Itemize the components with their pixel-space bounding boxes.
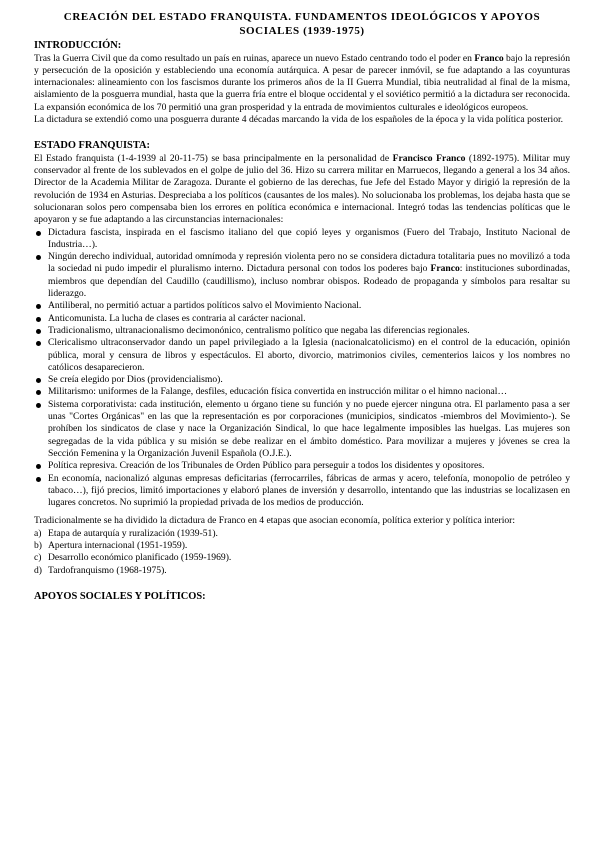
estado-heading: ESTADO FRANQUISTA: (34, 140, 150, 152)
list-item: Política represiva. Creación de los Tribunales de Orden Público para perseguir a todos los disidentes y opositores. (34, 460, 570, 472)
stage-item: b) Apertura internacional (1951-1959). (34, 539, 188, 551)
list-item: Sistema corporativista: cada institución, elemento u órgano tiene su función y no puede ejercer ninguna otra. El parlamento pasa a ser unas "Cortes Orgánicas" en las que la representación es por corporaciones (municipios, sindicatos -miembros del Movimiento-). Se prohíben los sindicatos de clase y nace la Organización Sindical, lo que hace legalmente imposibles las huelgas. Las mujeres son segregadas de la vida pública y su misión se debe realizar en el ámbito doméstico. Para movilizar a mujeres y jóvenes se crea la Sección Femenina y la Organización Juvenil Española (O.J.E.). (34, 399, 570, 460)
characteristics-list (34, 227, 570, 510)
apoyos-heading: APOYOS SOCIALES Y POLÍTICOS: (34, 590, 206, 602)
intro-paragraph-2: La dictadura se extendió como una posguerra durante 4 décadas marcando la vida de los españoles de la época y la vida política posterior. (34, 113, 564, 125)
list-item: Antiliberal, no permitió actuar a partidos políticos salvo el Movimiento Nacional. (34, 300, 570, 312)
intro-heading: INTRODUCCIÓN: (34, 40, 122, 51)
list-item: Tradicionalismo, ultranacionalismo decimonónico, centralismo político que negaba las diferencias regionales. (34, 325, 570, 337)
stage-item: a) Etapa de autarquía y ruralización (1939-51). (34, 527, 218, 539)
stage-item: d) Tardofranquismo (1968-1975). (34, 564, 167, 576)
document-title (34, 10, 570, 38)
stages-list (34, 528, 570, 577)
stages-intro-paragraph: Tradicionalmente se ha dividido la dictadura de Franco en 4 etapas que asocian economía, política exterior y política interior: (34, 515, 516, 527)
list-item: Clericalismo ultraconservador dando un papel privilegiado a la Iglesia (nacionalcatolicismo) en el control de la educación, opinión pública, moral y censura de libros y espectáculos. El aborto, divorcio, matrimonios civiles, cementerios laicos y los nombres no católicos desaparecieron. (34, 337, 570, 374)
list-item: Se creía elegido por Dios (providencialismo). (34, 374, 570, 386)
title-line-2: SOCIALES (1939-1975) (239, 25, 365, 37)
list-item: Anticomunista. La lucha de clases es contraria al carácter nacional. (34, 313, 570, 325)
list-item: En economía, nacionalizó algunas empresas deficitarias (ferrocarriles, fábricas de armas y acero, telefonía, monopolio de petróleo y tabaco…), fijó precios, limitó importaciones y elaboró planes de inversión y desarrollo, intentando que las industrias se localizasen en lugares concretos. No suprimió la propiedad privada de los medios de producción. (34, 473, 570, 510)
intro-paragraph-1: Tras la Guerra Civil que da como resultado un país en ruinas, aparece un nuevo Estado centrando todo el poder en Franco bajo la represión y persecución de la oposición y estableciendo una economía autárquica. A pesar de parecer inmóvil, se fue adaptando a las coyunturas internacionales: alineamiento con los fascismos durante los primeros años de la II Guerra Mundial, tibia neutralidad al final de la misma, aislamiento de la posguerra mundial, hasta que la guerra fría entre el bloque occidental y el soviético permitió a la dictadura ser reconocida. La expansión económica de los 70 permitió una gran prosperidad y la entrada de movimientos culturales e ideológicos europeos. (34, 52, 570, 113)
title-line-1: CREACIÓN DEL ESTADO FRANQUISTA. FUNDAMENTOS IDEOLÓGICOS Y APOYOS (63, 11, 541, 23)
document-page (34, 10, 570, 603)
list-item: Dictadura fascista, inspirada en el fascismo italiano del que copió leyes y organismos (Fuero del Trabajo, Instituto Nacional de Industria…). (34, 227, 570, 252)
list-item: Ningún derecho individual, autoridad omnímoda y represión violenta pero no se considera dictadura totalitaria pues no movilizó a toda la sociedad ni pudo impedir el pluralismo interno. Dictadura personal con todos los poderes bajo Franco: instituciones subordinadas, miembros que dependían del Caudillo (caudillismo), incluso nombrar obispos. Rodeado de propaganda y símbolos para resaltar su liderazgo. (34, 251, 570, 300)
estado-paragraph-1: El Estado franquista (1-4-1939 al 20-11-75) se basa principalmente en la personalidad de Francisco Franco (1892-1975). Militar muy conservador al frente de los sublevados en el golpe de julio del 36. Hizo su carrera militar en Marruecos, llegando a general a los 34 años. Director de la Academia Militar de Zaragoza. Durante el gobierno de las derechas, fue Jefe del Estado Mayor y dirigió la represión de la revolución de 1934 en Asturias. Despreciaba a los políticos (causantes de los males). No solucionaba los problemas, los dejaba hasta que se solucionaran solos pero compensaba bien los errores en política económica e internacional. Integró todas las tendencias políticas que le apoyaron y se fue adaptando a las circunstancias internacionales: (34, 152, 571, 226)
list-item: Militarismo: uniformes de la Falange, desfiles, educación física convertida en instrucción militar o el himno nacional… (34, 386, 570, 398)
stage-item: c) Desarrollo económico planificado (1959-1969). (34, 552, 232, 564)
